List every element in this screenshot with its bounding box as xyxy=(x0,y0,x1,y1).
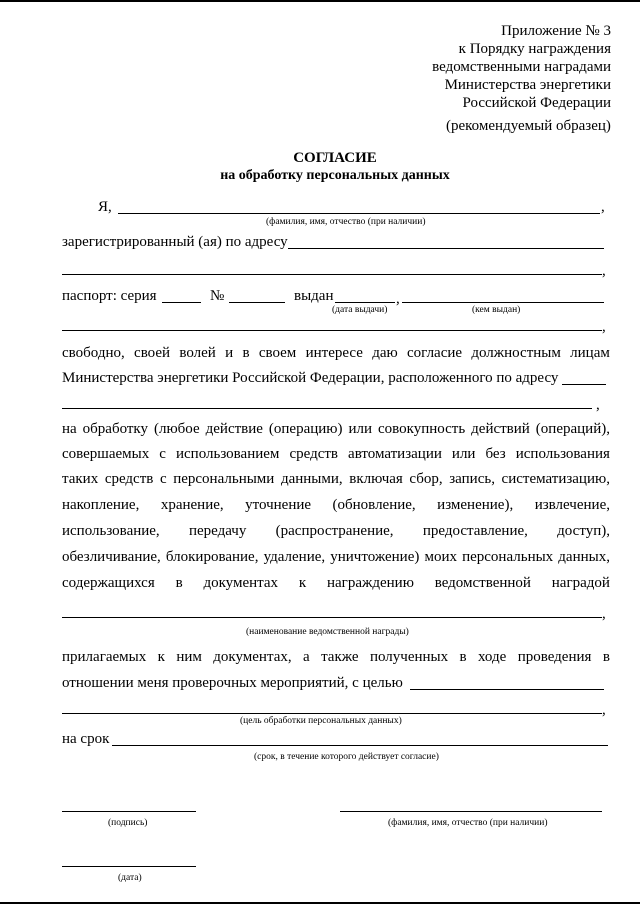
address-field-2[interactable] xyxy=(62,274,602,275)
word: к xyxy=(298,575,307,591)
paragraph-line xyxy=(62,496,610,514)
word: уничтожение) xyxy=(330,549,420,565)
word: данных, xyxy=(558,549,610,565)
word: систематизацию, xyxy=(501,471,610,487)
header-line: ведомственными наградами xyxy=(432,59,611,75)
word: на xyxy=(62,421,77,437)
word: данными, xyxy=(280,471,343,487)
word: в xyxy=(459,649,467,665)
issued-comma: , xyxy=(396,291,400,307)
word: (любое xyxy=(153,421,200,437)
term-field[interactable] xyxy=(112,745,608,746)
fio-field[interactable] xyxy=(118,213,600,214)
word: должностным xyxy=(471,345,561,361)
word: персональных xyxy=(462,549,554,565)
word: обезличивание, xyxy=(62,549,161,565)
signer-fio-field[interactable] xyxy=(340,811,602,812)
signer-fio-caption: (фамилия, имя, отчество (при наличии) xyxy=(388,818,548,828)
word: также xyxy=(321,649,359,665)
passport-label: паспорт: серия xyxy=(62,288,157,304)
word: а xyxy=(303,649,310,665)
purpose-field-1[interactable] xyxy=(410,689,604,690)
word: использование, xyxy=(62,523,160,539)
word: проведения xyxy=(517,649,592,665)
issue-date-field[interactable] xyxy=(335,302,395,303)
paragraph-line xyxy=(62,445,610,463)
word: доступ), xyxy=(557,523,610,539)
document-title: СОГЛАСИЕ xyxy=(293,150,377,166)
paragraph-line xyxy=(62,522,610,540)
word: персональными xyxy=(173,471,275,487)
term-label: на срок xyxy=(62,731,110,747)
term-caption: (срок, в течение которого действует согласие) xyxy=(254,752,439,762)
word: средств xyxy=(104,471,154,487)
word: или xyxy=(348,421,373,437)
paragraph-line xyxy=(62,470,610,488)
address-field-1[interactable] xyxy=(288,248,604,249)
issued-by-comma: , xyxy=(602,319,606,335)
word: (операцию) xyxy=(268,421,343,437)
attached-line: отношении меня проверочных мероприятий, с целью xyxy=(62,675,403,691)
appendix-header xyxy=(432,22,611,112)
word: лицам xyxy=(570,345,610,361)
signature-field[interactable] xyxy=(62,811,196,812)
purpose-field-2[interactable] xyxy=(62,713,602,714)
word: накопление, xyxy=(62,497,140,513)
word: ним xyxy=(176,649,202,665)
registered-label: зарегистрированный (ая) по адресу xyxy=(62,234,288,250)
word: передачу xyxy=(188,523,247,539)
word: с xyxy=(159,446,166,462)
word: в xyxy=(175,575,183,591)
word: включая xyxy=(349,471,403,487)
word: извлечение, xyxy=(534,497,610,513)
word: запись, xyxy=(449,471,495,487)
word: полученных xyxy=(369,649,449,665)
word: прилагаемых xyxy=(62,649,147,665)
word: (обновление, xyxy=(332,497,416,513)
ministry-address-field-1[interactable] xyxy=(562,384,606,385)
paragraph-line xyxy=(62,574,610,592)
paragraph-line xyxy=(62,548,610,566)
fio-caption: (фамилия, имя, отчество (при наличии) xyxy=(266,217,426,227)
word: в xyxy=(242,345,250,361)
page-bottom-edge xyxy=(0,902,640,904)
word: своем xyxy=(258,345,297,361)
word: волей xyxy=(179,345,216,361)
word: без xyxy=(485,446,506,462)
word: совокупность xyxy=(377,421,466,437)
consent-line: Министерства энергетики Российской Федерации, расположенного по адресу xyxy=(62,370,559,386)
document-subtitle: на обработку персональных данных xyxy=(220,168,450,183)
word: или xyxy=(451,446,476,462)
award-caption: (наименование ведомственной награды) xyxy=(246,627,409,637)
word: предоставление, xyxy=(422,523,528,539)
passport-number-label: № xyxy=(210,288,225,304)
paragraph-line xyxy=(62,420,610,438)
word: документах, xyxy=(213,649,292,665)
word: хранение, xyxy=(160,497,224,513)
ministry-address-comma: , xyxy=(596,397,600,413)
header-line: к Порядку награждения xyxy=(458,41,611,57)
word: сбор, xyxy=(409,471,443,487)
word: в xyxy=(602,649,610,665)
word: уточнение xyxy=(245,497,312,513)
word: действие xyxy=(205,421,263,437)
passport-series-field[interactable] xyxy=(162,302,201,303)
passport-number-field[interactable] xyxy=(229,302,285,303)
attached-line xyxy=(62,648,610,666)
issued-by-field[interactable] xyxy=(402,302,604,303)
purpose-caption: (цель обработки персональных данных) xyxy=(240,716,402,726)
word: средств xyxy=(289,446,338,462)
word: изменение), xyxy=(437,497,514,513)
word: с xyxy=(159,471,167,487)
award-comma: , xyxy=(602,606,606,622)
word: обработку xyxy=(82,421,149,437)
purpose-comma: , xyxy=(602,702,606,718)
award-name-field[interactable] xyxy=(62,617,602,618)
ministry-address-field-2[interactable] xyxy=(62,408,592,409)
word: и xyxy=(225,345,234,361)
word: (операций), xyxy=(535,421,610,437)
ya-label: Я, xyxy=(98,199,112,215)
address-comma: , xyxy=(602,263,606,279)
header-line: Российской Федерации xyxy=(462,95,611,111)
date-field[interactable] xyxy=(62,866,196,867)
word: использования xyxy=(515,446,610,462)
issued-label: выдан xyxy=(294,288,334,304)
word: даю xyxy=(372,345,398,361)
word: содержащихся xyxy=(62,575,155,591)
consent-line xyxy=(62,344,610,362)
page-top-edge xyxy=(0,0,640,2)
word: своей xyxy=(134,345,171,361)
word: документах xyxy=(203,575,279,591)
word: совершаемых xyxy=(62,446,150,462)
issued-by-caption: (кем выдан) xyxy=(472,305,521,315)
word: таких xyxy=(62,471,99,487)
word: удаление, xyxy=(263,549,326,565)
header-line: Приложение № 3 xyxy=(501,23,611,39)
word: ведомственной xyxy=(434,575,531,591)
word: к xyxy=(157,649,165,665)
word: автоматизации xyxy=(348,446,442,462)
date-caption: (дата) xyxy=(118,873,142,883)
sample-note: (рекомендуемый образец) xyxy=(446,118,611,134)
word: блокирование, xyxy=(165,549,259,565)
word: моих xyxy=(424,549,457,565)
word: награждению xyxy=(326,575,414,591)
word: действий xyxy=(471,421,530,437)
issued-by-field-2[interactable] xyxy=(62,330,602,331)
signature-caption: (подпись) xyxy=(108,818,148,828)
issue-date-caption: (дата выдачи) xyxy=(332,305,388,315)
word: использованием xyxy=(175,446,280,462)
word: наградой xyxy=(551,575,610,591)
word: интересе xyxy=(305,345,363,361)
word: согласие xyxy=(407,345,463,361)
word: (распространение, xyxy=(275,523,394,539)
word: ходе xyxy=(478,649,507,665)
word: свободно, xyxy=(62,345,125,361)
ya-end-comma: , xyxy=(601,199,605,215)
header-line: Министерства энергетики xyxy=(444,77,611,93)
